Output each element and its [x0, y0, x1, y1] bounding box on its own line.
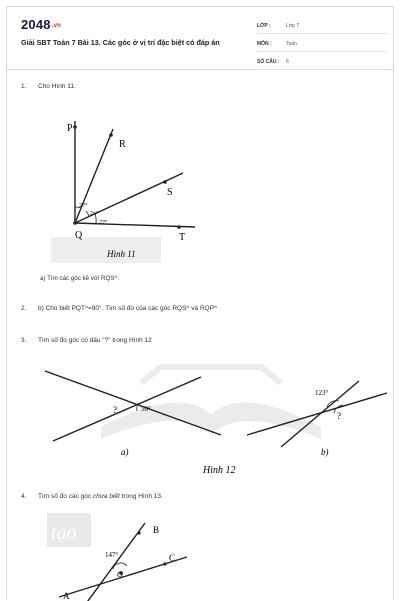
figure-11-caption: Hình 11 — [107, 249, 136, 259]
point-c — [163, 562, 166, 565]
meta-row-subject — [257, 37, 387, 52]
point-p — [73, 125, 77, 129]
figure-12 — [41, 355, 391, 477]
point-r — [109, 133, 113, 137]
angle-arc-2 — [86, 211, 89, 216]
label-s: S — [167, 187, 173, 198]
angle-label-3: 27° — [99, 220, 108, 226]
angle-label-1: 27° — [79, 203, 88, 209]
document-sheet — [6, 6, 394, 600]
meta-key: MÔN : — [257, 41, 272, 47]
point-s — [163, 180, 167, 184]
question-number: 3. — [21, 337, 27, 344]
question-number: 4. — [21, 493, 27, 500]
question-text — [38, 493, 163, 500]
watermark-text: tạo — [51, 522, 77, 544]
meta-value: 6 — [286, 59, 289, 65]
meta-value: Lớp 7 — [286, 23, 300, 29]
site-logo[interactable] — [21, 17, 61, 32]
label-r: R — [119, 139, 126, 150]
label-o: O — [117, 570, 123, 579]
meta-key: LỚP : — [257, 23, 271, 29]
label-b: b) — [321, 447, 329, 457]
logo-text: 2048 — [21, 17, 51, 32]
label-p: P — [67, 123, 73, 134]
meta-value: Toán — [286, 41, 297, 47]
label-a: a) — [121, 447, 129, 457]
meta-row-count — [257, 55, 387, 70]
meta-row-class — [257, 19, 387, 34]
question-number: 1. — [21, 83, 27, 90]
point-t — [177, 225, 181, 229]
label-b: B — [153, 525, 160, 535]
label-a: A — [63, 591, 70, 601]
angle-label-123: 123° — [315, 389, 329, 397]
figure-shadow — [51, 237, 161, 263]
question-1a: a) Tìm các góc kề với RQS^. — [40, 275, 120, 282]
document-header — [7, 7, 393, 70]
question-text-end: trong Hình 13. — [119, 493, 163, 500]
logo-suffix: .vn — [51, 23, 62, 29]
question-text: Tìm số đo góc có dấu "?" trong Hình 12 — [38, 337, 152, 344]
line-ob — [85, 523, 145, 601]
question-number: 2. — [21, 305, 27, 312]
point-b — [137, 531, 140, 534]
unknown-b: ? — [337, 411, 341, 421]
unknown-a: ? — [113, 405, 117, 415]
question-text-start: Tìm số đo các góc — [38, 493, 93, 500]
figure-11 — [51, 103, 211, 263]
meta-panel — [257, 19, 387, 73]
figure-13 — [41, 511, 221, 601]
question-text: Cho Hình 11. — [38, 83, 76, 90]
ray-qt — [75, 223, 195, 227]
angle-label-147: 147° — [105, 551, 119, 559]
page-title: Giải SBT Toán 7 Bài 13. Các góc ở vị trí đặc biệt có đáp án — [21, 38, 220, 47]
angle-label-2: 2x° — [90, 211, 99, 217]
label-q: Q — [75, 230, 83, 241]
label-c: C — [169, 553, 176, 563]
label-t: T — [179, 232, 186, 243]
meta-key: SỐ CÂU : — [257, 59, 280, 65]
angle-label-50: 50° — [141, 405, 151, 413]
figure-12-caption: Hình 12 — [203, 465, 236, 476]
question-text-italic: chưa biết — [92, 493, 120, 500]
question-text: b) Cho biết PQT^=90°. Tìm số đo của các góc RQS^ và RQP^ — [38, 305, 218, 312]
point-q — [73, 221, 77, 225]
